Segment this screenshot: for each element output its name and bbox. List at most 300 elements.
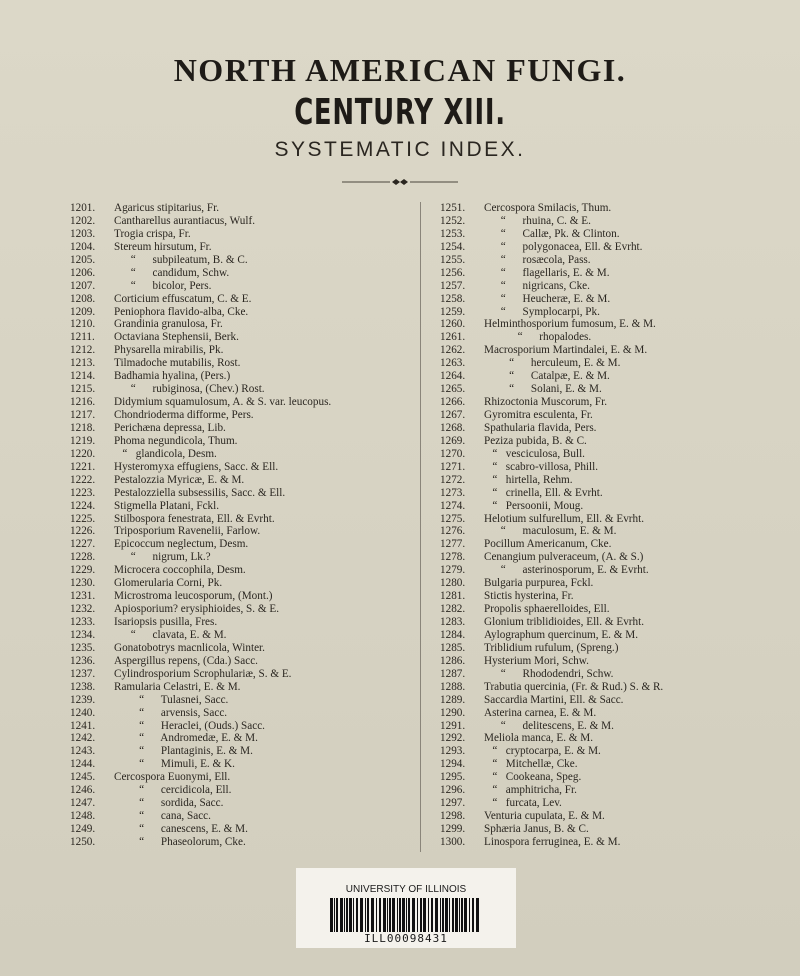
entry-species-name: “ flagellaris, E. & M.: [484, 266, 610, 279]
index-entry: [70, 810, 430, 823]
entry-species-name: “ Callæ, Pk. & Clinton.: [484, 227, 620, 240]
entry-species-name: Saccardia Martini, Ell. & Sacc.: [484, 693, 624, 706]
entry-number: 1228.: [70, 551, 96, 564]
index-entry: [70, 616, 430, 629]
barcode-bar: [346, 898, 348, 932]
ornament-divider-icon: [340, 176, 460, 188]
index-entry: [440, 215, 800, 228]
barcode-number: ILL00098431: [364, 932, 448, 945]
entry-number: 1249.: [70, 823, 96, 835]
index-entry: [70, 344, 430, 357]
entry-number: 1233.: [70, 616, 96, 628]
barcode-bar: [428, 898, 429, 932]
entry-number: 1289.: [440, 693, 466, 706]
index-entry: [440, 836, 800, 849]
entry-species-name: “ furcata, Lev.: [484, 797, 562, 810]
index-entry: [70, 551, 430, 564]
entry-number: 1253.: [440, 227, 466, 240]
entry-number: 1254.: [440, 240, 466, 253]
entry-species-name: Pocillum Americanum, Cke.: [484, 538, 612, 551]
entry-species-name: Stigmella Platani, Fckl.: [114, 499, 220, 512]
index-entry: [440, 383, 800, 396]
entry-species-name: Hysterium Mori, Schw.: [484, 654, 589, 667]
barcode-bar: [445, 898, 448, 932]
entry-species-name: “ Rhododendri, Schw.: [484, 667, 614, 680]
barcode-bar: [397, 898, 398, 932]
entry-number: 1278.: [440, 551, 466, 564]
index-entry: [70, 396, 430, 409]
index-entry: [440, 344, 800, 357]
entry-number: 1261.: [440, 331, 466, 344]
entry-number: 1298.: [440, 810, 466, 823]
entry-species-name: Helotium sulfurellum, Ell. & Evrht.: [484, 512, 645, 525]
index-entry: [70, 383, 430, 396]
entry-species-name: “ Mitchellæ, Cke.: [484, 758, 578, 771]
entry-species-name: Physarella mirabilis, Pk.: [114, 344, 224, 357]
entry-species-name: Trabutia quercinia, (Fr. & Rud.) S. & R.: [484, 680, 664, 693]
entry-species-name: “ rubiginosa, (Chev.) Rost.: [114, 383, 265, 396]
barcode-bar: [406, 898, 407, 932]
barcode-bar: [464, 898, 467, 932]
entry-species-name: “ Heucheræ, E. & M.: [484, 292, 611, 305]
index-entry: [70, 241, 430, 254]
index-entry: [440, 513, 800, 526]
index-entry: [440, 681, 800, 694]
index-entry: [70, 254, 430, 267]
entry-number: 1212.: [70, 344, 96, 357]
barcode-bar: [472, 898, 474, 932]
entry-number: 1273.: [440, 486, 466, 499]
index-entry: [440, 564, 800, 577]
entry-number: 1260.: [440, 318, 466, 331]
entry-species-name: “ rhopalodes.: [484, 331, 592, 344]
index-entry: [70, 422, 430, 435]
barcode-bar: [452, 898, 454, 932]
entry-species-name: Cylindrosporium Scrophulariæ, S. & E.: [114, 667, 292, 680]
entry-number: 1221.: [70, 460, 96, 473]
entry-species-name: Cercospora Smilacis, Thum.: [484, 202, 612, 214]
entry-species-name: Propolis sphaerelloides, Ell.: [484, 603, 610, 616]
entry-species-name: Asterina carnea, E. & M.: [484, 706, 597, 719]
entry-species-name: Pestalozziella subsessilis, Sacc. & Ell.: [114, 486, 286, 499]
index-entry: [70, 732, 430, 745]
index-entry: [440, 629, 800, 642]
entry-species-name: Gonatobotrys macnlicola, Winter.: [114, 641, 265, 654]
entry-number: 1223.: [70, 486, 96, 499]
index-entry: [440, 758, 800, 771]
entry-species-name: “ clavata, E. & M.: [114, 628, 227, 641]
index-entry: [440, 538, 800, 551]
entry-number: 1220.: [70, 447, 96, 460]
index-entry: [440, 228, 800, 241]
barcode-bar: [376, 898, 377, 932]
index-entry: [70, 293, 430, 306]
entry-species-name: “ sordida, Sacc.: [114, 797, 224, 810]
index-entry: [440, 202, 800, 215]
index-entry: [440, 241, 800, 254]
entry-species-name: Venturia cupulata, E. & M.: [484, 810, 605, 823]
entry-number: 1264.: [440, 370, 466, 383]
entry-number: 1209.: [70, 305, 96, 318]
index-entry: [440, 525, 800, 538]
library-barcode-label: [296, 868, 516, 948]
index-entry: [70, 823, 430, 836]
barcode-bar: [392, 898, 395, 932]
entry-species-name: “ cryptocarpa, E. & M.: [484, 745, 601, 758]
entry-species-name: Microstroma leucosporum, (Mont.): [114, 590, 273, 603]
entry-species-name: Ramularia Celastri, E. & M.: [114, 680, 241, 693]
index-entry: [70, 461, 430, 474]
index-entry: [440, 461, 800, 474]
entry-number: 1243.: [70, 745, 96, 758]
index-entry: [70, 202, 430, 215]
entry-number: 1294.: [440, 758, 466, 771]
index-entry: [440, 474, 800, 487]
entry-species-name: Meliola manca, E. & M.: [484, 732, 594, 745]
barcode-bar: [340, 898, 343, 932]
entry-number: 1224.: [70, 499, 96, 512]
systematic-index-heading: SYSTEMATIC INDEX.: [274, 138, 526, 161]
entry-number: 1203.: [70, 227, 96, 240]
entry-species-name: Sphæria Janus, B. & C.: [484, 823, 589, 835]
entry-species-name: “ Phaseolorum, Cke.: [114, 835, 246, 848]
entry-number: 1252.: [440, 214, 466, 227]
barcode-bar: [334, 898, 335, 932]
index-entry: [70, 836, 430, 849]
entry-species-name: Aspergillus repens, (Cda.) Sacc.: [114, 654, 258, 667]
index-entry: [70, 758, 430, 771]
entry-number: 1234.: [70, 628, 96, 641]
index-entry: [440, 306, 800, 319]
barcode-bar: [399, 898, 401, 932]
index-entry: [440, 435, 800, 448]
entry-number: 1248.: [70, 810, 96, 823]
index-entry: [440, 590, 800, 603]
index-entry: [70, 267, 430, 280]
barcode-bar: [379, 898, 381, 932]
index-entry: [70, 590, 430, 603]
entry-species-name: Cenangium pulveraceum, (A. & S.): [484, 551, 644, 564]
entry-number: 1263.: [440, 357, 466, 370]
entry-species-name: “ nigrum, Lk.?: [114, 551, 211, 564]
entry-species-name: “ nigricans, Cke.: [484, 279, 590, 292]
entry-number: 1213.: [70, 357, 96, 370]
entry-number: 1271.: [440, 460, 466, 473]
entry-number: 1251.: [440, 202, 466, 214]
entry-number: 1202.: [70, 214, 96, 227]
entry-number: 1283.: [440, 616, 466, 628]
entry-number: 1296.: [440, 784, 466, 797]
entry-number: 1235.: [70, 641, 96, 654]
entry-species-name: “ amphitricha, Fr.: [484, 784, 577, 797]
entry-number: 1269.: [440, 434, 466, 447]
entry-species-name: Spathularia flavida, Pers.: [484, 421, 597, 434]
entry-species-name: “ polygonacea, Ell. & Evrht.: [484, 240, 643, 253]
entry-number: 1204.: [70, 240, 96, 253]
barcode-bar: [435, 898, 438, 932]
index-entry: [70, 577, 430, 590]
entry-species-name: “ canescens, E. & M.: [114, 823, 248, 835]
entry-species-name: “ cana, Sacc.: [114, 810, 211, 823]
index-entry: [440, 655, 800, 668]
barcode-icon: [330, 898, 482, 932]
barcode-bar: [440, 898, 441, 932]
index-entry: [70, 603, 430, 616]
entry-number: 1266.: [440, 396, 466, 409]
index-entry: [440, 720, 800, 733]
index-entry: [70, 487, 430, 500]
barcode-bar: [402, 898, 405, 932]
index-entry: [440, 370, 800, 383]
entry-species-name: Didymium squamulosum, A. & S. var. leucopus.: [114, 396, 332, 409]
entry-number: 1297.: [440, 797, 466, 810]
index-entry: [70, 784, 430, 797]
entry-number: 1217.: [70, 409, 96, 421]
entry-number: 1205.: [70, 253, 96, 266]
entry-species-name: “ rhuina, C. & E.: [484, 214, 591, 227]
entry-species-name: “ cercidicola, Ell.: [114, 784, 232, 797]
entry-species-name: “ Cookeana, Speg.: [484, 771, 582, 784]
entry-species-name: “ crinella, Ell. & Evrht.: [484, 486, 603, 499]
index-entry: [70, 228, 430, 241]
entry-number: 1255.: [440, 253, 466, 266]
entry-species-name: Glonium triblidioides, Ell. & Evrht.: [484, 616, 645, 628]
index-entry: [70, 771, 430, 784]
barcode-bar: [420, 898, 422, 932]
entry-number: 1232.: [70, 603, 96, 616]
index-entry: [70, 357, 430, 370]
entry-number: 1207.: [70, 279, 96, 292]
index-entry: [440, 784, 800, 797]
entry-species-name: “ bicolor, Pers.: [114, 279, 212, 292]
entry-number: 1208.: [70, 292, 96, 305]
entry-species-name: Perichæna depressa, Lib.: [114, 421, 226, 434]
page-title: NORTH AMERICAN FUNGI.: [173, 52, 627, 88]
barcode-bar: [442, 898, 444, 932]
entry-species-name: “ Solani, E. & M.: [484, 383, 602, 396]
index-entry: [440, 448, 800, 461]
entry-number: 1206.: [70, 266, 96, 279]
entry-species-name: Glomerularia Corni, Pk.: [114, 577, 223, 590]
barcode-bar: [476, 898, 479, 932]
entry-number: 1226.: [70, 525, 96, 538]
index-entry: [70, 797, 430, 810]
entry-number: 1265.: [440, 383, 466, 396]
entry-number: 1259.: [440, 305, 466, 318]
entry-species-name: Cercospora Euonymi, Ell.: [114, 771, 231, 784]
index-entry: [440, 810, 800, 823]
entry-species-name: “ vesciculosa, Bull.: [484, 447, 585, 460]
entry-species-name: Bulgaria purpurea, Fckl.: [484, 577, 594, 590]
index-entry: [440, 551, 800, 564]
entry-number: 1201.: [70, 202, 96, 214]
entry-species-name: Agaricus stipitarius, Fr.: [114, 202, 220, 214]
index-entry: [440, 694, 800, 707]
barcode-bar: [387, 898, 388, 932]
entry-species-name: Tilmadoche mutabilis, Rost.: [114, 357, 241, 370]
index-entry: [440, 732, 800, 745]
institution-name: UNIVERSITY OF ILLINOIS: [345, 884, 467, 895]
entry-number: 1230.: [70, 577, 96, 590]
barcode-bar: [330, 898, 333, 932]
entry-number: 1293.: [440, 745, 466, 758]
entry-number: 1258.: [440, 292, 466, 305]
entry-number: 1275.: [440, 512, 466, 525]
entry-species-name: “ hirtella, Rehm.: [484, 473, 573, 486]
entry-species-name: Apiosporium? erysiphioides, S. & E.: [114, 603, 280, 616]
entry-species-name: Helminthosporium fumosum, E. & M.: [484, 318, 656, 331]
index-entry: [70, 642, 430, 655]
index-entry: [70, 525, 430, 538]
index-entry: [440, 707, 800, 720]
index-entry: [440, 293, 800, 306]
index-entry: [440, 267, 800, 280]
barcode-bar: [371, 898, 374, 932]
index-entry: [70, 668, 430, 681]
entry-number: 1214.: [70, 370, 96, 383]
entry-species-name: “ asterinosporum, E. & Evrht.: [484, 564, 649, 577]
entry-number: 1225.: [70, 512, 96, 525]
index-entry: [440, 823, 800, 836]
entry-species-name: Macrosporium Martindalei, E. & M.: [484, 344, 648, 357]
entry-number: 1239.: [70, 693, 96, 706]
barcode-bar: [383, 898, 386, 932]
entry-species-name: Peziza pubida, B. & C.: [484, 434, 587, 447]
entry-number: 1211.: [70, 331, 95, 344]
century-heading: CENTURY XIII.: [294, 92, 506, 133]
entry-number: 1276.: [440, 525, 466, 538]
entry-species-name: Cantharellus aurantiacus, Wulf.: [114, 214, 256, 227]
index-entry: [70, 694, 430, 707]
index-entry: [70, 500, 430, 513]
index-entry: [440, 668, 800, 681]
entry-number: 1284.: [440, 628, 466, 641]
entry-species-name: Corticium effuscatum, C. & E.: [114, 292, 252, 305]
barcode-bar: [417, 898, 418, 932]
index-entry: [440, 280, 800, 293]
entry-species-name: Triposporium Ravenelii, Farlow.: [114, 525, 261, 538]
entry-species-name: “ Symplocarpi, Pk.: [484, 305, 600, 318]
entry-number: 1215.: [70, 383, 96, 396]
barcode-bar: [367, 898, 369, 932]
index-entry: [440, 254, 800, 267]
index-entry: [70, 331, 430, 344]
index-column-left: [70, 202, 430, 849]
index-entry: [70, 681, 430, 694]
index-entry: [70, 538, 430, 551]
entry-number: 1245.: [70, 771, 96, 784]
entry-number: 1246.: [70, 784, 96, 797]
barcode-bar: [412, 898, 415, 932]
entry-number: 1236.: [70, 654, 96, 667]
index-entry: [440, 616, 800, 629]
entry-species-name: “ scabro-villosa, Phill.: [484, 460, 599, 473]
index-entry: [70, 564, 430, 577]
barcode-bar: [455, 898, 458, 932]
column-divider: [420, 202, 421, 852]
index-entry: [440, 396, 800, 409]
entry-number: 1290.: [440, 706, 466, 719]
index-entry: [440, 422, 800, 435]
barcode-bar: [461, 898, 463, 932]
entry-number: 1227.: [70, 538, 96, 551]
entry-number: 1241.: [70, 719, 96, 732]
entry-number: 1250.: [70, 835, 96, 848]
entry-species-name: Hysteromyxa effugiens, Sacc. & Ell.: [114, 460, 279, 473]
entry-number: 1267.: [440, 409, 466, 421]
entry-number: 1210.: [70, 318, 96, 331]
entry-species-name: “ subpileatum, B. & C.: [114, 253, 248, 266]
barcode-bar: [389, 898, 391, 932]
index-entry: [440, 487, 800, 500]
entry-number: 1288.: [440, 680, 466, 693]
barcode-bar: [349, 898, 352, 932]
entry-number: 1242.: [70, 732, 96, 745]
entry-number: 1292.: [440, 732, 466, 745]
barcode-bar: [469, 898, 470, 932]
index-entry: [440, 771, 800, 784]
index-entry: [70, 720, 430, 733]
barcode-bar: [459, 898, 460, 932]
entry-species-name: Stictis hysterina, Fr.: [484, 590, 574, 603]
index-entry: [440, 409, 800, 422]
entry-species-name: “ Plantaginis, E. & M.: [114, 745, 253, 758]
entry-species-name: “ Andromedæ, E. & M.: [114, 732, 258, 745]
entry-species-name: “ glandicola, Desm.: [114, 447, 217, 460]
index-entry: [440, 357, 800, 370]
index-column-right: [440, 202, 800, 849]
entry-number: 1247.: [70, 797, 96, 810]
index-entry: [440, 331, 800, 344]
entry-number: 1272.: [440, 473, 466, 486]
entry-number: 1222.: [70, 473, 96, 486]
entry-species-name: “ Persoonii, Moug.: [484, 499, 584, 512]
entry-species-name: Badhamia hyalina, (Pers.): [114, 370, 231, 383]
entry-number: 1257.: [440, 279, 466, 292]
entry-species-name: “ Mimuli, E. & K.: [114, 758, 235, 771]
index-entry: [70, 474, 430, 487]
barcode-bar: [344, 898, 345, 932]
entry-species-name: Triblidium rufulum, (Spreng.): [484, 641, 619, 654]
index-entry: [70, 318, 430, 331]
entry-number: 1291.: [440, 719, 466, 732]
entry-number: 1240.: [70, 706, 96, 719]
entry-species-name: Stereum hirsutum, Fr.: [114, 240, 212, 253]
index-entry: [70, 448, 430, 461]
index-entry: [70, 745, 430, 758]
barcode-bar: [353, 898, 354, 932]
entry-number: 1300.: [440, 835, 466, 848]
entry-number: 1262.: [440, 344, 466, 357]
entry-number: 1238.: [70, 680, 96, 693]
entry-species-name: Grandinia granulosa, Fr.: [114, 318, 223, 331]
barcode-bar: [449, 898, 450, 932]
entry-species-name: Octaviana Stephensii, Berk.: [114, 331, 239, 344]
barcode-bar: [360, 898, 363, 932]
entry-species-name: Linospora ferruginea, E. & M.: [484, 835, 621, 848]
barcode-bar: [423, 898, 426, 932]
entry-number: 1277.: [440, 538, 466, 551]
entry-species-name: “ arvensis, Sacc.: [114, 706, 228, 719]
entry-number: 1268.: [440, 421, 466, 434]
index-entry: [70, 215, 430, 228]
entry-species-name: Aylographum quercinum, E. & M.: [484, 628, 639, 641]
entry-number: 1244.: [70, 758, 96, 771]
entry-number: 1295.: [440, 771, 466, 784]
entry-species-name: Pestalozzia Myricæ, E. & M.: [114, 473, 245, 486]
barcode-bar: [408, 898, 410, 932]
entry-species-name: Epicoccum neglectum, Desm.: [114, 538, 249, 551]
